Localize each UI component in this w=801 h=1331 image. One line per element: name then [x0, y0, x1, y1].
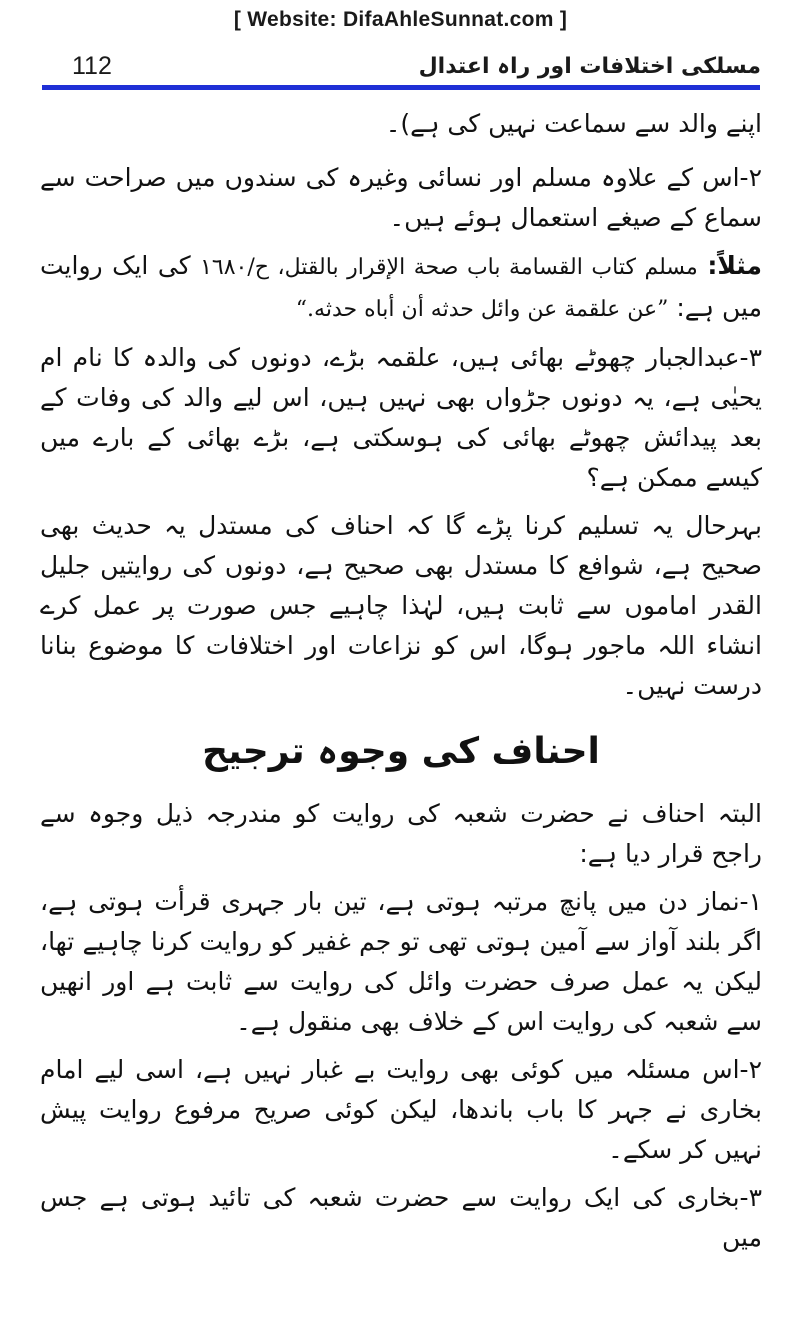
- page-body: [40, 104, 762, 1266]
- header-rule: [42, 85, 760, 90]
- hadith-reference: مسلم كتاب القسامة باب صحة الإقرار بالقتل، ح/١٦٨٠: [200, 255, 698, 280]
- paragraph-5: بہرحال یہ تسلیم کرنا پڑے گا کہ احناف کی مستدل یہ حدیث بھی صحیح ہے، شوافع کا مستدل بھی صحیح ہے، دونوں کی روایتیں جلیل القدر اماموں سے ثابت ہیں، لہٰذا چاہیے جس صورت پر عمل کرے انشاء اللہ ماجور ہوگا، اس کو نزاعات اور اختلافات کا موضوع بنانا درست نہیں۔: [40, 511, 762, 700]
- paragraph-6: البتہ احناف نے حضرت شعبہ کی روایت کو مندرجہ ذیل وجوہ سے راجح قرار دیا ہے:: [40, 799, 762, 868]
- hadith-quote: ”عن علقمة عن وائل حدثه أن أباه حدثه.“: [295, 297, 669, 322]
- paragraph-7: ۱-نماز دن میں پانچ مرتبہ ہوتی ہے، تین بار جہری قرأت ہوتی ہے، اگر بلند آواز سے آمین ہوتی تھی تو جم غفیر کو روایت کرنا چاہیے تھا، لیکن یہ عمل صرف حضرت وائل کی روایت سے ثابت ہے اور انھیں سے شعبہ کی روایت اس کے خلاف بھی منقول ہے۔: [40, 887, 762, 1036]
- narration-intro: کی ایک روایت میں ہے:: [40, 251, 762, 322]
- paragraph-3: [40, 246, 762, 330]
- paragraph-9: ۳-بخاری کی ایک روایت سے حضرت شعبہ کی تائید ہوتی ہے جس میں: [40, 1183, 762, 1252]
- paragraph-8: ۲-اس مسئلہ میں کوئی بھی روایت بے غبار نہیں ہے، اسی لیے امام بخاری نے جہر کا باب باندھا، لیکن کوئی صریح مرفوع روایت پیش نہیں کر سکے۔: [40, 1055, 762, 1164]
- book-title: مسلکی اختلافات اور راہ اعتدال: [418, 54, 761, 79]
- page-number: 112: [72, 52, 112, 80]
- example-label: مثلاً:: [707, 251, 762, 280]
- section-heading: احناف کی وجوہ ترجیح: [202, 731, 600, 772]
- paragraph-4: ۳-عبدالجبار چھوٹے بھائی ہیں، علقمہ بڑے، دونوں کی والدہ کا نام ام یحیٰی ہے، یہ دونوں جڑواں بھی نہیں ہیں، اس لیے والد کی وفات کے بعد پیدائش چھوٹے بھائی کی ہوسکتی ہے، بڑے بھائی کے بارے میں کیسے ممکن ہے؟: [40, 343, 762, 492]
- paragraph-1: اپنے والد سے سماعت نہیں کی ہے)۔: [385, 109, 762, 138]
- paragraph-2: ۲-اس کے علاوہ مسلم اور نسائی وغیرہ کی سندوں میں صراحت سے سماع کے صیغے استعمال ہوئے ہیں۔: [40, 163, 762, 232]
- website-header: [ Website: DifaAhleSunnat.com ]: [233, 8, 568, 31]
